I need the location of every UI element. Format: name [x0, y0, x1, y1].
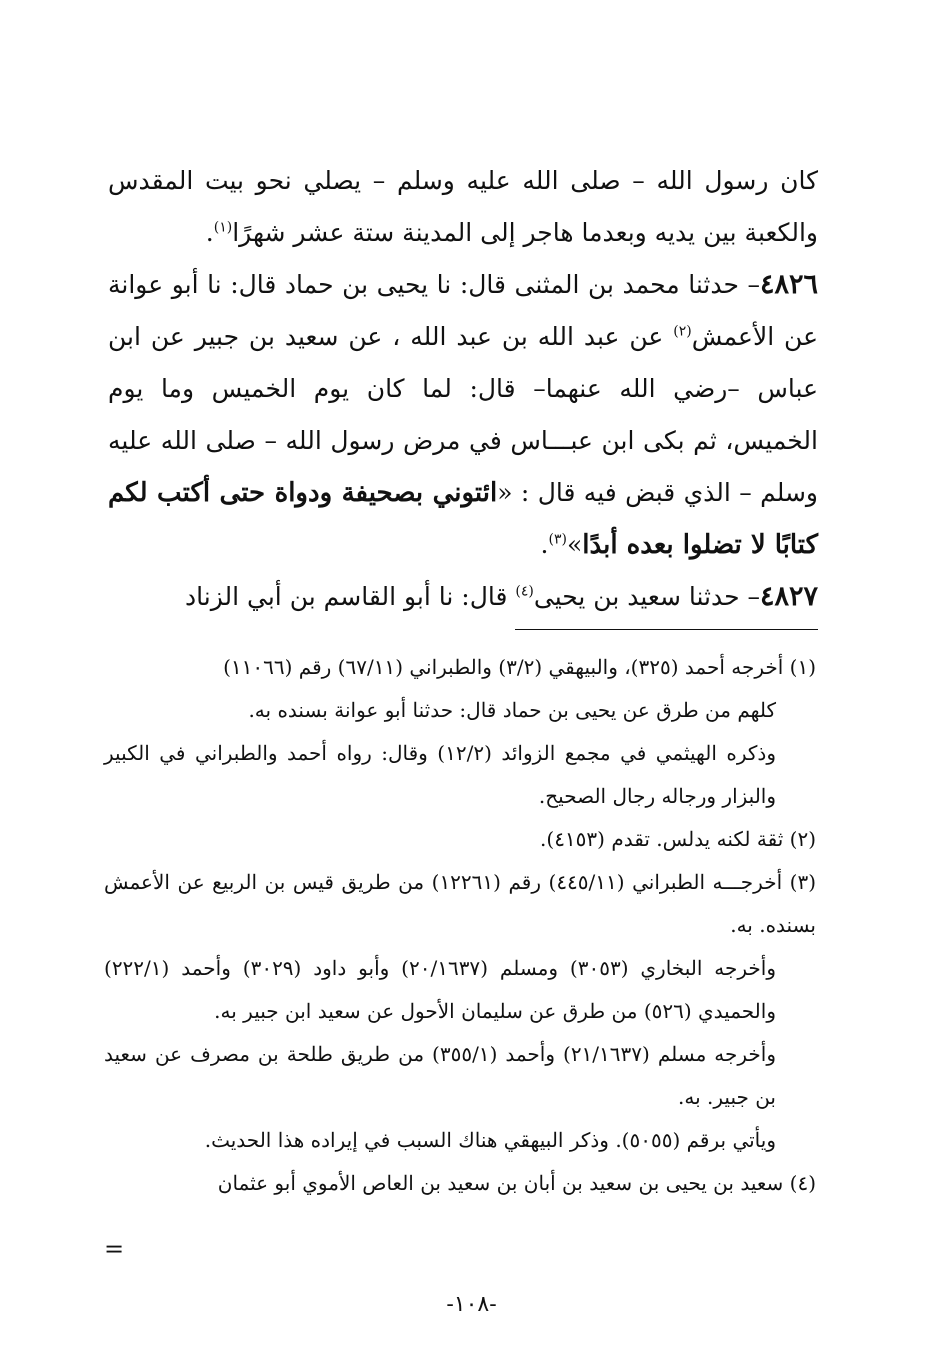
paragraph-1-end: .	[205, 218, 214, 247]
hadith-4826-quote: ائتوني بصحيفة ودواة حتى أكتب لكم كتابًا لا تضلوا بعده أبدًا	[108, 478, 818, 560]
hadith-4826-text-2: عن عبد الله بن عبد الله ، عن سعيد بن جبير عن ابن عباس –رضي الله عنهما– قال: لما كان يوم الخميس وما يوم الخميس، ثم بكى ابن عبـــاس في مرض رسول الله – صلى الله عليه وسلم – الذي قبض فيه قال : «	[108, 322, 819, 507]
hadith-4827	[108, 571, 818, 623]
footnote-4: (٤) سعيد بن يحيى بن سعيد بن أبان بن سعيد بن العاص الأموي أبو عثمان	[217, 1171, 816, 1195]
footnote-1-note: وذكره الهيثمي في مجمع الزوائد (١٢/٢) وقال: رواه أحمد والطبراني في الكبير والبزار ورجاله رجال الصحيح.	[104, 741, 776, 808]
footnote-ref-2: (٢)	[673, 323, 692, 340]
footnote-1-line-2: كلهم من طرق عن يحيى بن حماد قال: حدثنا أبو عوانة بسنده به.	[248, 698, 776, 722]
page-number: -١٠٨-	[446, 1292, 497, 1317]
hadith-number-4826: ٤٨٢٦	[759, 269, 818, 300]
footnote-3-crossref: ويأتي برقم (٥٠٥٥). وذكر البيهقي هناك السبب في إيراده هذا الحديث.	[204, 1128, 776, 1152]
hadith-4826-end: .	[540, 530, 549, 559]
paragraph-1	[108, 155, 818, 259]
footnote-3: (٣) أخرجـــه الطبراني (٤٤٥/١١) رقم (١٢٢٦١) من طريق قيس بن الربيع عن الأعمش بسنده. به.	[104, 870, 816, 937]
footnote-separator	[515, 629, 818, 630]
hadith-4826-close-quote: »	[566, 530, 583, 559]
footnote-3-muslim: وأخرجه مسلم (٢١/١٦٣٧) وأحمد (٣٥٥/١) من طريق طلحة بن مصرف عن سعيد بن جبير. به.	[104, 1042, 777, 1109]
hadith-4827-text-2: قال: نا أبو القاسم بن أبي الزناد	[185, 582, 516, 611]
footnote-ref-4: (٤)	[515, 583, 534, 600]
footnote-ref-1: (١)	[213, 219, 233, 236]
hadith-number-4827: ٤٨٢٧	[759, 581, 818, 612]
hadith-4827-text-1: – حدثنا سعيد بن يحيى	[533, 582, 760, 611]
footnotes	[104, 646, 816, 1205]
paragraph-1-text: كان رسول الله – صلى الله عليه وسلم – يصلي نحو بيت المقدس والكعبة بين يديه وبعدما هاجر إلى المدينة ستة عشر شهرًا	[108, 166, 818, 247]
footnote-3-bukhari: وأخرجه البخاري (٣٠٥٣) ومسلم (٢٠/١٦٣٧) وأبو داود (٣٠٢٩) وأحمد (٢٢٢/١) والحميدي (٥٢٦) من طرق عن سليمان الأحول عن سعيد ابن جبير به.	[104, 956, 776, 1023]
hadith-4826	[108, 259, 818, 571]
main-text	[108, 155, 818, 623]
hadith-4826-text-1: – حدثنا محمد بن المثنى قال: نا يحيى بن حماد قال: نا أبو عوانة عن الأعمش	[108, 270, 819, 351]
footnote-1: (١) أخرجه أحمد (٣٢٥)، والبيهقي (٣/٢) والطبراني (٦٧/١١) رقم (١١٠٦٦)	[223, 655, 816, 679]
footnote-2: (٢) ثقة لكنه يدلس. تقدم (٤١٥٣).	[540, 827, 816, 851]
continuation-mark: =	[104, 1235, 125, 1263]
footnote-ref-3: (٣)	[548, 531, 567, 548]
